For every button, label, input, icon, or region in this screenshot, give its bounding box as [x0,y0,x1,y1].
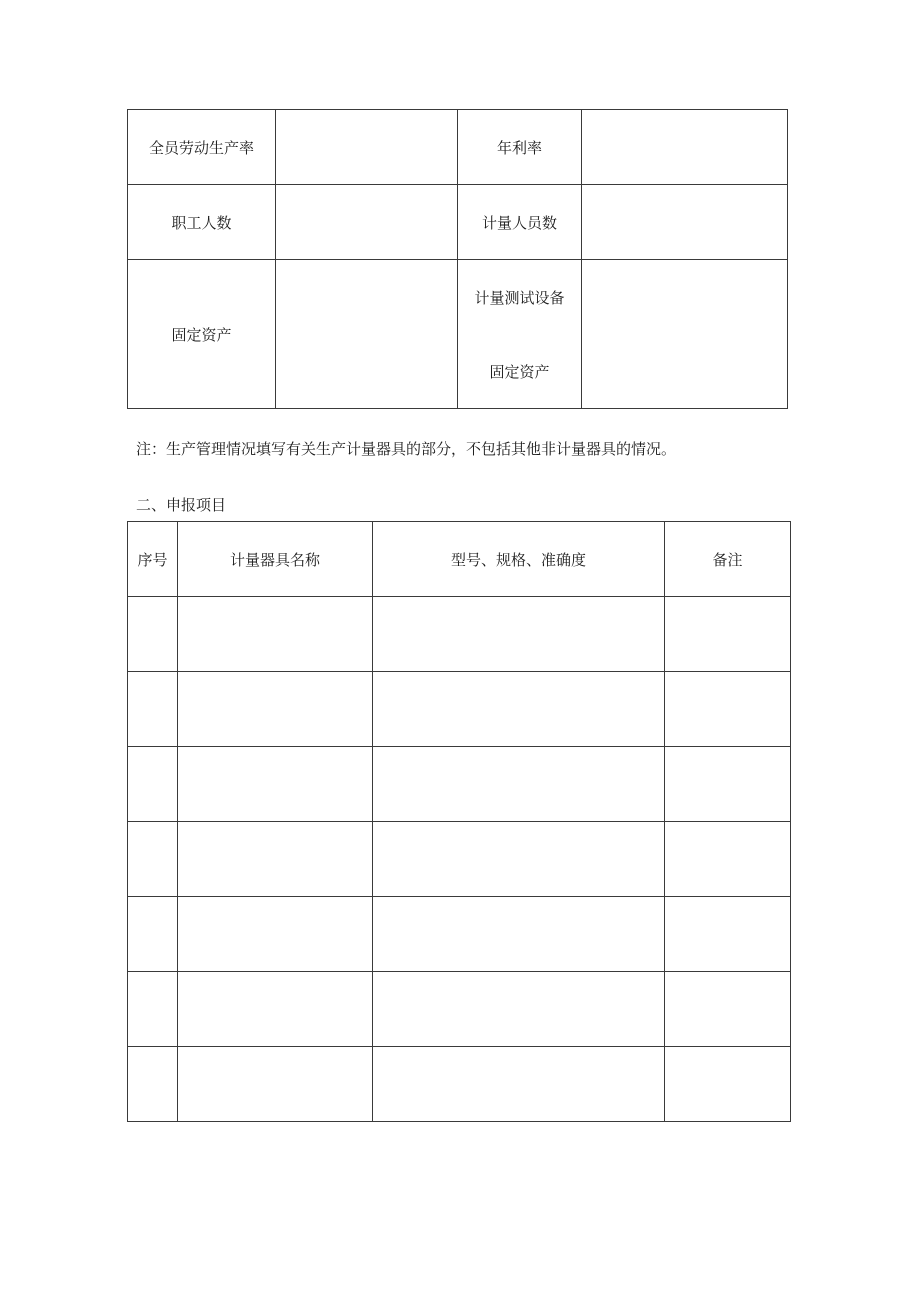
labor-productivity-field[interactable] [276,110,458,185]
table-row [128,672,791,747]
model-spec-cell[interactable] [373,897,665,972]
application-items-table [127,521,791,1122]
table-row [128,822,791,897]
model-spec-cell[interactable] [373,822,665,897]
model-spec-cell[interactable] [373,747,665,822]
remarks-cell[interactable] [665,747,791,822]
test-equipment-assets-field[interactable] [582,260,788,409]
instrument-name-cell[interactable] [178,597,373,672]
label-annual-profit-rate: 年利率 [458,110,582,185]
table-row [128,110,788,185]
model-spec-cell[interactable] [373,672,665,747]
serial-number-cell[interactable] [128,672,178,747]
employee-count-field[interactable] [276,185,458,260]
table-row [128,972,791,1047]
header-serial-number: 序号 [128,522,178,597]
model-spec-cell[interactable] [373,1047,665,1122]
instrument-name-cell[interactable] [178,972,373,1047]
label-employee-count: 职工人数 [128,185,276,260]
label-line-1: 计量测试设备 [474,288,565,307]
serial-number-cell[interactable] [128,1047,178,1122]
table-row [128,897,791,972]
remarks-cell[interactable] [665,672,791,747]
header-instrument-name: 计量器具名称 [178,522,373,597]
table-row [128,747,791,822]
metrology-staff-count-field[interactable] [582,185,788,260]
remarks-cell[interactable] [665,972,791,1047]
header-remarks: 备注 [665,522,791,597]
model-spec-cell[interactable] [373,597,665,672]
serial-number-cell[interactable] [128,822,178,897]
fixed-assets-field[interactable] [276,260,458,409]
table-row [128,1047,791,1122]
table-row [128,597,791,672]
instrument-name-cell[interactable] [178,1047,373,1122]
serial-number-cell[interactable] [128,897,178,972]
remarks-cell[interactable] [665,822,791,897]
label-line-2: 固定资产 [489,362,550,381]
section-title: 二、申报项目 [136,496,227,514]
remarks-cell[interactable] [665,1047,791,1122]
label-fixed-assets: 固定资产 [128,260,276,409]
remarks-cell[interactable] [665,597,791,672]
production-info-table [127,109,788,409]
serial-number-cell[interactable] [128,747,178,822]
instrument-name-cell[interactable] [178,747,373,822]
table-row [128,185,788,260]
table-header-row [128,522,791,597]
instrument-name-cell[interactable] [178,897,373,972]
label-metrology-staff-count: 计量人员数 [458,185,582,260]
model-spec-cell[interactable] [373,972,665,1047]
label-labor-productivity: 全员劳动生产率 [128,110,276,185]
instrument-name-cell[interactable] [178,822,373,897]
serial-number-cell[interactable] [128,972,178,1047]
note-text: 注：生产管理情况填写有关生产计量器具的部分，不包括其他非计量器具的情况。 [136,440,677,458]
remarks-cell[interactable] [665,897,791,972]
serial-number-cell[interactable] [128,597,178,672]
annual-profit-rate-field[interactable] [582,110,788,185]
table-row [128,260,788,409]
label-test-equipment-assets [458,260,582,409]
header-model-spec-accuracy: 型号、规格、准确度 [373,522,665,597]
instrument-name-cell[interactable] [178,672,373,747]
